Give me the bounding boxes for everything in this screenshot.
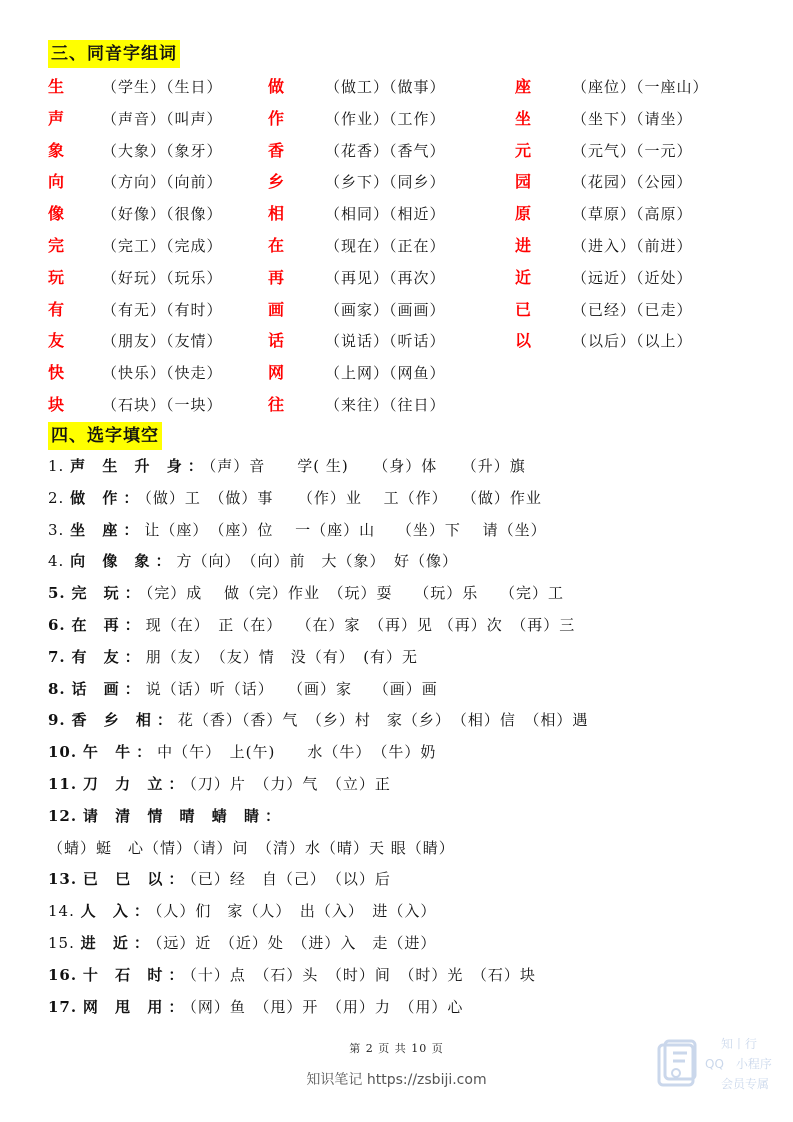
- homophone-char: 话: [268, 331, 285, 351]
- item-number: 5.: [48, 584, 66, 603]
- homophone-words: （草原）（高原）: [572, 205, 693, 224]
- fill-in-row: [48, 897, 436, 925]
- watermark-line-1: 知丨行: [721, 1037, 758, 1051]
- homophone-char: 快: [48, 363, 65, 383]
- item-number: 7.: [48, 647, 66, 666]
- homophone-words: （来往）（往日）: [325, 396, 446, 414]
- homophone-row: [0, 72, 793, 102]
- homophone-row: [0, 326, 793, 356]
- fill-in-row: [48, 675, 438, 703]
- choice-chars: 进 近：: [80, 934, 155, 952]
- homophone-words: （石块）（一块）: [102, 396, 223, 414]
- homophone-row: [0, 136, 793, 166]
- homophone-char: 友: [48, 331, 65, 351]
- choice-chars: 有 友：: [71, 647, 146, 666]
- section-title-homophones: 三、同音字组词: [48, 40, 180, 68]
- fill-in-row: [48, 579, 564, 607]
- choice-chars: 坐 座：: [70, 520, 145, 539]
- item-number: 14.: [48, 902, 75, 921]
- item-number: 9.: [48, 711, 66, 730]
- watermark: [655, 1035, 790, 1095]
- homophone-words: （朋友）（友情）: [102, 332, 223, 351]
- choice-chars: 完 玩：: [71, 584, 146, 603]
- section-title-fill-in: 四、选字填空: [48, 422, 162, 450]
- choice-chars: 香 乡 相：: [71, 711, 178, 730]
- choice-chars: 请 清 情 晴 蜻 睛：: [82, 806, 287, 825]
- homophone-char: 块: [48, 395, 65, 414]
- homophone-words: （进入）（前进）: [572, 237, 693, 255]
- answer-words: （做）工 （做）事 （作）业 工（作） （做）作业: [144, 488, 542, 507]
- homophone-words: （相同）（相近）: [325, 205, 446, 224]
- homophone-char: 园: [515, 172, 532, 192]
- choice-chars: 午 牛：: [82, 743, 158, 762]
- item-number: 10.: [48, 743, 78, 762]
- homophone-words: （好玩）（玩乐）: [102, 268, 223, 287]
- item-number: 15.: [48, 934, 75, 952]
- answer-words: （蜻）蜓 心（情）（请）问 （清）水（晴）天 眼（睛）: [48, 838, 455, 857]
- answer-words: 方（向） （向）前 大（象） 好（像）: [176, 552, 459, 571]
- homophone-char: 象: [48, 140, 65, 160]
- choice-chars: 在 再：: [71, 616, 146, 634]
- homophone-words: （完工）（完成）: [102, 237, 223, 255]
- choice-chars: 已 巳 以：: [82, 870, 190, 889]
- homophone-words: （已经）（已走）: [572, 300, 693, 319]
- homophone-words: （快乐）（快走）: [102, 364, 223, 383]
- homophone-row: [0, 263, 793, 293]
- homophone-words: （花香）（香气）: [325, 141, 446, 160]
- homophone-words: （现在）（正在）: [325, 237, 446, 255]
- choice-chars: 向 像 象：: [70, 552, 177, 571]
- page-number: 第 2 页 共 10 页: [349, 1042, 444, 1055]
- homophone-char: 再: [268, 267, 285, 287]
- homophone-words: （元气）（一元）: [572, 141, 693, 160]
- choice-chars: 网 甩 用：: [82, 997, 190, 1016]
- homophone-words: （以后）（以上）: [572, 332, 693, 351]
- answer-words: （刀）片 （力）气 （立）正: [189, 775, 391, 793]
- item-number: 13.: [48, 870, 78, 889]
- fill-in-row: [48, 865, 391, 893]
- homophone-char: 原: [515, 204, 532, 224]
- choice-chars: 话 画：: [71, 679, 146, 698]
- book-logo-icon: [655, 1039, 701, 1089]
- homophone-words: （做工）（做事）: [325, 78, 446, 96]
- homophone-char: 相: [268, 204, 285, 224]
- homophone-char: 作: [268, 108, 285, 128]
- fill-in-row: [48, 547, 458, 575]
- fill-in-row: [48, 643, 418, 671]
- item-number: 8.: [48, 679, 66, 698]
- answer-words: （完）成 做（完）作业 （玩）耍 （玩）乐 （完）工: [145, 584, 564, 603]
- homophone-words: （座位）（一座山）: [572, 78, 709, 96]
- fill-in-row: [48, 706, 588, 734]
- homophone-words: （乡下）（同乡）: [325, 173, 446, 192]
- homophone-row: [0, 167, 793, 197]
- homophone-char: 元: [515, 140, 532, 160]
- fill-in-row: [48, 738, 436, 766]
- item-number: 11.: [48, 775, 78, 793]
- item-number: 17.: [48, 997, 78, 1016]
- fill-in-row: [48, 961, 536, 989]
- watermark-line-2: QQ 小程序: [705, 1057, 772, 1071]
- fill-in-row: [48, 834, 455, 862]
- fill-in-row: [48, 802, 286, 830]
- homophone-words: （大象）（象牙）: [102, 141, 223, 160]
- homophone-char: 做: [268, 77, 285, 96]
- homophone-char: 坐: [515, 108, 532, 128]
- item-number: 4.: [48, 552, 65, 571]
- answer-words: （人）们 家（人） 出（入） 进（入）: [154, 902, 437, 921]
- homophone-words: （学生）（生日）: [102, 78, 223, 96]
- item-number: 3.: [48, 520, 65, 539]
- fill-in-row: [48, 516, 547, 544]
- answer-words: 花（香）（香）气 （乡）村 家（乡） （相）信 （相）遇: [177, 711, 589, 730]
- homophone-char: 在: [268, 236, 285, 255]
- homophone-words: （方向）（向前）: [102, 173, 223, 192]
- homophone-row: [0, 390, 793, 420]
- answer-words: （远）近 （近）处 （进）入 走（进）: [154, 934, 437, 952]
- homophone-char: 有: [48, 299, 65, 319]
- item-number: 1.: [48, 457, 65, 475]
- homophone-char: 声: [48, 108, 65, 128]
- item-number: 6.: [48, 616, 66, 634]
- watermark-line-3: 会员专属: [721, 1077, 770, 1091]
- homophone-char: 座: [515, 77, 532, 96]
- answer-words: （声）音 学( 生) （身）体 （升）旗: [208, 457, 526, 475]
- homophone-char: 往: [268, 395, 285, 414]
- choice-chars: 刀 力 立：: [82, 775, 190, 793]
- fill-in-row: [48, 993, 463, 1021]
- homophone-char: 香: [268, 140, 285, 160]
- homophone-words: （画家）（画画）: [325, 300, 446, 319]
- answer-words: （网）鱼 （甩）开 （用）力 （用）心: [189, 997, 464, 1016]
- homophone-words: （远近）（近处）: [572, 268, 693, 287]
- homophone-char: 以: [515, 331, 532, 351]
- answer-words: 现（在） 正（在） （在）家 （再）见 （再）次 （再）三: [145, 616, 576, 634]
- homophone-words: （上网）（网鱼）: [325, 364, 446, 383]
- item-number: 12.: [48, 806, 78, 825]
- homophone-char: 乡: [268, 172, 285, 192]
- choice-chars: 人 入：: [80, 902, 155, 921]
- homophone-char: 近: [515, 267, 532, 287]
- homophone-row: [0, 358, 793, 388]
- homophone-words: （坐下）（请坐）: [572, 109, 693, 128]
- fill-in-row: [48, 929, 436, 957]
- homophone-char: 生: [48, 77, 65, 96]
- homophone-row: [0, 199, 793, 229]
- choice-chars: 做 作：: [70, 488, 145, 507]
- homophone-words: （花园）（公园）: [572, 173, 693, 192]
- answer-words: 说（话）听（话） （画）家 （画）画: [145, 679, 438, 698]
- homophone-row: [0, 295, 793, 325]
- homophone-char: 已: [515, 299, 532, 319]
- homophone-words: （好像）（很像）: [102, 205, 223, 224]
- homophone-char: 进: [515, 236, 532, 255]
- answer-words: 中（午） 上(午) 水（牛） （牛）奶: [157, 743, 437, 762]
- item-number: 16.: [48, 965, 78, 984]
- answer-words: 让（座） （座）位 一（座）山 （坐）下 请（坐）: [144, 520, 547, 539]
- homophone-row: [0, 104, 793, 134]
- homophone-char: 画: [268, 299, 285, 319]
- fill-in-row: [48, 484, 542, 512]
- homophone-char: 完: [48, 236, 65, 255]
- fill-in-row: [48, 611, 575, 639]
- homophone-words: （作业）（工作）: [325, 109, 446, 128]
- homophone-words: （声音）（叫声）: [102, 109, 223, 128]
- item-number: 2.: [48, 488, 65, 507]
- homophone-words: （说话）（听话）: [325, 332, 446, 351]
- homophone-words: （有无）（有时）: [102, 300, 223, 319]
- fill-in-row: [48, 770, 391, 798]
- homophone-char: 向: [48, 172, 65, 192]
- answer-words: （十）点 （石）头 （时）间 （时）光 （石）块: [189, 965, 536, 984]
- homophone-row: [0, 231, 793, 261]
- choice-chars: 十 石 时：: [82, 965, 190, 984]
- site-credit: 知识笔记 https://zsbiji.com: [306, 1072, 487, 1088]
- answer-words: 朋（友） （友）情 没（有） (有）无: [145, 647, 419, 666]
- fill-in-row: [48, 452, 526, 480]
- homophone-char: 网: [268, 363, 285, 383]
- choice-chars: 声 生 升 身：: [70, 457, 209, 475]
- homophone-char: 像: [48, 204, 65, 224]
- answer-words: （已）经 自（己） （以）后: [189, 870, 391, 889]
- homophone-char: 玩: [48, 267, 65, 287]
- homophone-words: （再见）（再次）: [325, 268, 446, 287]
